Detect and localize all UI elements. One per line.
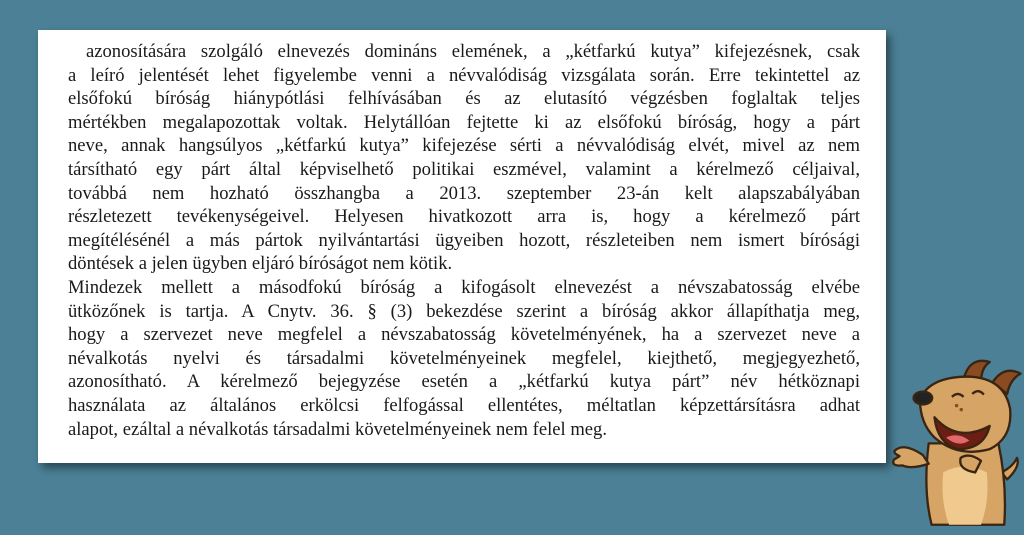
text-line: mértékben megalapozottak voltak. Helytállóan fejtette ki az elsőfokú bíróság, hogy a párt — [68, 111, 860, 133]
document-page — [38, 30, 886, 463]
text-line: hogy a szervezet neve megfelel a névszabatosság követelményének, ha a szervezet neve a — [68, 324, 860, 346]
document-text — [68, 40, 860, 441]
text-line: a leíró jelentését lehet figyelembe venni a névvalódiság vizsgálata során. Erre tekintettel az — [68, 64, 860, 86]
text-line: megítélésénél a más pártok nyilvántartási ügyeiben hozott, részleteiben nem ismert bírósági — [68, 229, 860, 251]
text-line: döntések a jelen ügyben eljáró bíróságot nem kötik. — [68, 253, 453, 275]
text-line: azonosítható. A kérelmező bejegyzése esetén a „kétfarkú kutya párt” név hétköznapi — [68, 371, 860, 393]
text-line: neve, annak hangsúlyos „kétfarkú kutya” kifejezése sérti a névvalódiság elvét, mivel az nem — [68, 135, 860, 157]
text-line: alapot, ezáltal a névalkotás társadalmi követelményeinek nem felel meg. — [68, 418, 607, 440]
dog-pointing-arm — [893, 447, 928, 467]
text-line: ütközőnek is tartja. A Cnytv. 36. § (3) bekezdése szerint a bíróság akkor állapíthatja meg, — [68, 300, 860, 322]
dog-nose — [914, 392, 933, 405]
text-line: részletezett tevékenységeivel. Helyesen hivatkozott arra is, hogy a kérelmező párt — [68, 206, 860, 228]
text-line: Mindezek mellett a másodfokú bíróság a kifogásolt elnevezést a névszabatosság elvébe — [68, 276, 860, 298]
text-line: elsőfokú bíróság hiánypótlási felhívásában és az elutasító végzésben foglaltak teljes — [68, 88, 860, 110]
dog-belly — [942, 467, 987, 525]
text-line: továbbá nem hozható összhangba a 2013. szeptember 23-án kelt alapszabályában — [68, 182, 860, 204]
text-line: társítható egy párt által képviselhető politikai eszmével, valamint a kérelmező céljaival, — [68, 158, 860, 180]
text-line: használata az általános erkölcsi felfogással ellentétes, méltatlan képzettársításra adhat — [68, 394, 860, 416]
text-line: azonosítására szolgáló elnevezés domináns elemének, a „kétfarkú kutya” kifejezésnek, csak — [86, 41, 860, 62]
text-line: névalkotás nyelvi és társadalmi követelményeinek megfelel, kiejthető, megjegyezhető, — [68, 347, 860, 369]
cartoon-dog-illustration — [888, 356, 1024, 529]
